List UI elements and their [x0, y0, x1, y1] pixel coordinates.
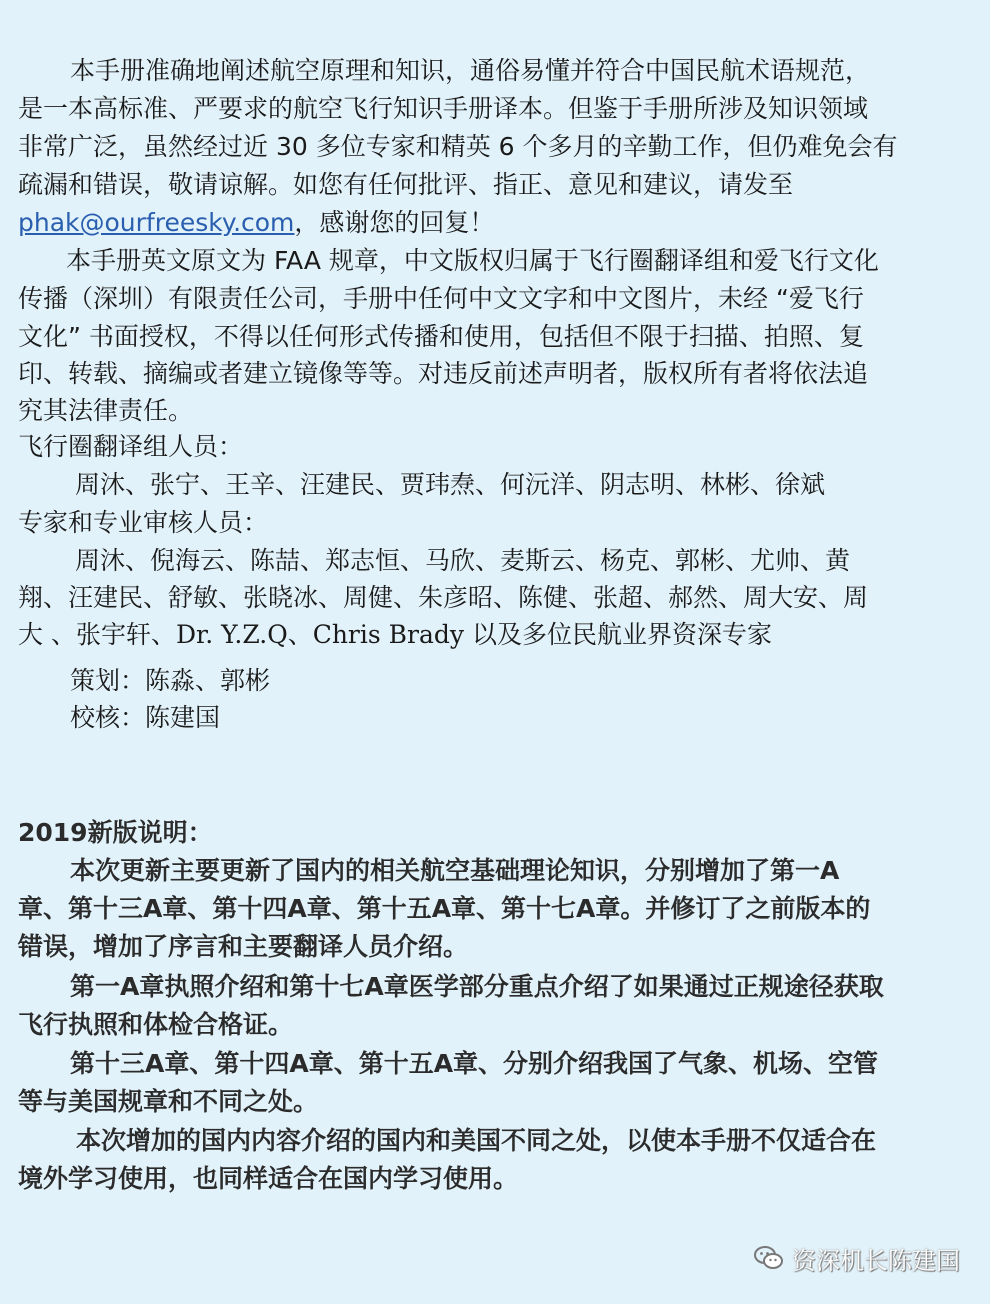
experts-line-3-prefix: 大 、张 [18, 620, 101, 649]
new-edition-line-7: 等与美国规章和不同之处。 [18, 1087, 319, 1116]
planning-line: 策划：陈淼、郭彬 [70, 666, 271, 695]
intro-line-1: 本手册准确地阐述航空原理和知识，通俗易懂并符合中国民航术语规范， [70, 56, 871, 85]
copyright-line-2: 传播（深圳）有限责任公司，手册中任何中文文字和中文图片，未经 “爱飞行 [18, 284, 864, 313]
copyright-line-3: 文化” 书面授权，不得以任何形式传播和使用，包括但不限于扫描、拍照、复 [18, 322, 864, 351]
copyright-line-1: 本手册英文原文为 FAA 规章，中文版权归属于飞行圈翻译组和爱飞行文化 [66, 246, 879, 275]
intro-line-2: 是一本高标准、严要求的航空飞行知识手册译本。但鉴于手册所涉及知识领域 [18, 94, 869, 123]
new-edition-line-4: 第一A章执照介绍和第十七A章医学部分重点介绍了如果通过正规途径获取 [70, 972, 884, 1001]
copyright-line-4: 印、转载、摘编或者建立镜像等等。对违反前述声明者，版权所有者将依法追 [18, 359, 869, 388]
wechat-icon [754, 1245, 784, 1271]
team-members: 周沐、张宁、王辛、汪建民、贾玮焘、何沅洋、阴志明、林彬、徐斌 [75, 470, 826, 499]
new-edition-line-9: 境外学习使用，也同样适合在国内学习使用。 [18, 1164, 519, 1193]
copyright-line-5: 究其法律责任。 [18, 396, 194, 425]
intro-line-3: 非常广泛，虽然经过近 30 多位专家和精英 6 个多月的辛勤工作，但仍难免会有 [18, 132, 898, 161]
new-edition-line-5: 飞行执照和体检合格证。 [18, 1010, 294, 1039]
intro-line-5 [18, 205, 494, 241]
watermark-text: 资深机长陈建国 [792, 1246, 960, 1275]
experts-line-3-suffix: 以及多位民航业界资深专家 [464, 620, 772, 649]
new-edition-line-6: 第十三A章、第十四A章、第十五A章、分别介绍我国了气象、机场、空管 [70, 1049, 879, 1078]
watermark [754, 1238, 960, 1278]
new-edition-line-8: 本次增加的国内内容介绍的国内和美国不同之处，以使本手册不仅适合在 [76, 1126, 877, 1155]
new-edition-line-1: 本次更新主要更新了国内的相关航空基础理论知识，分别增加了第一A [70, 856, 840, 885]
experts-line-3-serif: 宇轩、Dr. Y.Z.Q、Chris Brady [100, 620, 465, 649]
email-suffix: ，感谢您的回复！ [294, 208, 495, 237]
experts-line-3 [18, 617, 772, 653]
intro-line-4: 疏漏和错误，敬请谅解。如您有任何批评、指正、意见和建议，请发至 [18, 170, 794, 199]
experts-label: 专家和专业审核人员： [18, 508, 269, 537]
experts-line-2: 翔、汪建民、舒敏、张晓冰、周健、朱彦昭、陈健、张超、郝然、周大安、周 [18, 583, 869, 612]
new-edition-line-3: 错误，增加了序言和主要翻译人员介绍。 [18, 932, 469, 961]
email-link[interactable]: phak@ourfreesky.com [18, 208, 295, 237]
experts-line-1: 周沐、倪海云、陈喆、郑志恒、马欣、麦斯云、杨克、郭彬、尤帅、黄 [75, 546, 851, 575]
proofreading-line: 校核：陈建国 [70, 703, 221, 732]
team-label: 飞行圈翻译组人员： [18, 432, 244, 461]
new-edition-heading: 2019新版说明： [18, 818, 213, 847]
new-edition-line-2: 章、第十三A章、第十四A章、第十五A章、第十七A章。并修订了之前版本的 [18, 894, 871, 923]
